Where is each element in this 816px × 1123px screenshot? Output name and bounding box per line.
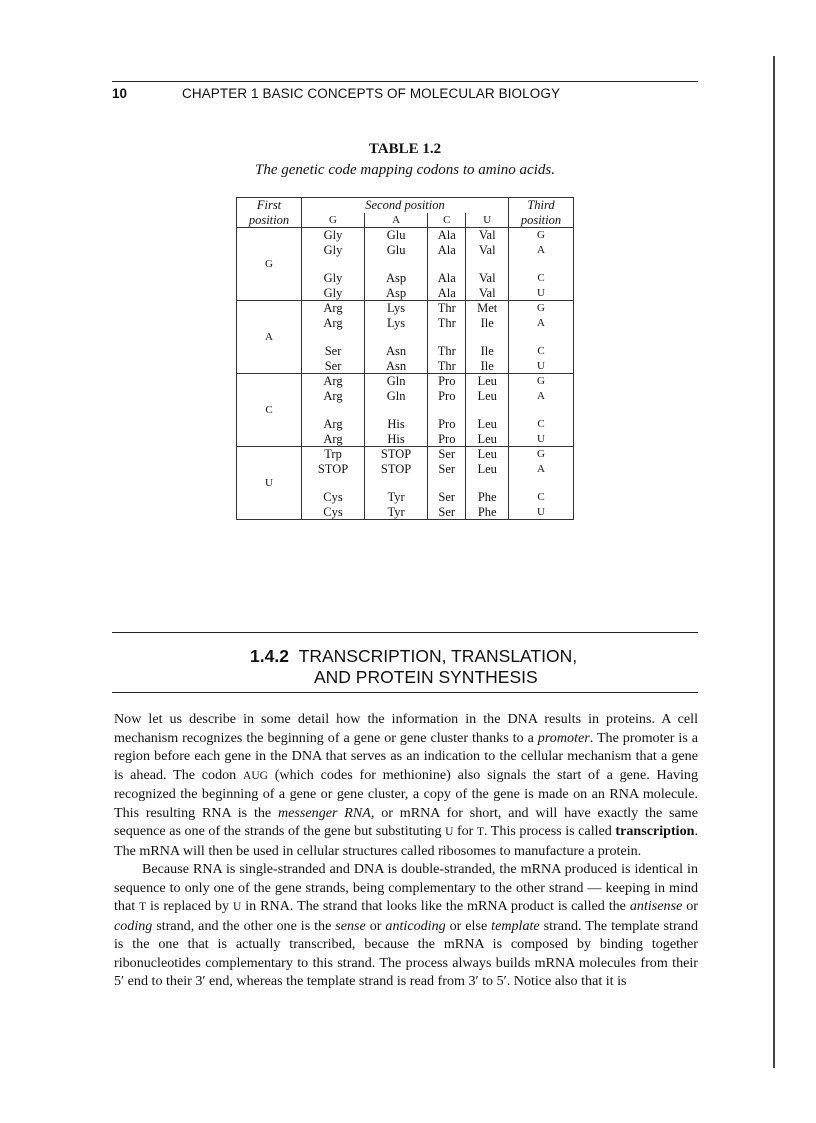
italic-term: anticoding [385, 917, 446, 934]
amino-acid-cell: Ser [324, 358, 342, 373]
amino-acid-cell: Arg [302, 301, 365, 316]
chapter-title: CHAPTER 1 BASIC CONCEPTS OF MOLECULAR BIOLOGY [182, 86, 561, 101]
amino-acid-cell: Arg [323, 315, 343, 330]
third-position-cell: U [509, 359, 574, 374]
amino-acid-cell: Ser [428, 505, 466, 520]
amino-acid-cell: STOP [365, 462, 428, 477]
text-run: U [233, 901, 242, 913]
amino-acid-cell: Lys [365, 301, 428, 316]
first-position-label: position [237, 213, 302, 228]
section-number: 1.4.2 [250, 646, 289, 666]
amino-acid-cell: Val [466, 286, 509, 301]
italic-term: template [491, 917, 540, 934]
table-body [237, 228, 574, 520]
section-title-line1: TRANSCRIPTION, TRANSLATION, [298, 646, 578, 666]
amino-acid-cell: STOP [317, 461, 349, 476]
section-heading [250, 646, 577, 688]
amino-acid-cell: His [365, 432, 428, 447]
amino-acid-cell: Pro [428, 432, 466, 447]
amino-acid-cell: Ile [466, 316, 509, 331]
third-position-cell: U [509, 286, 574, 301]
amino-acid-cell: Cys [323, 490, 343, 504]
section-title-line2: AND PROTEIN SYNTHESIS [314, 667, 538, 687]
amino-acid-cell: Met [466, 301, 509, 316]
amino-acid-cell: Thr [428, 301, 466, 316]
amino-acid-cell: Phe [466, 490, 509, 505]
amino-acid-cell: Ser [324, 344, 342, 358]
text-run: . This process is called [483, 823, 616, 839]
amino-acid-cell: Val [466, 228, 509, 243]
text-run: in RNA. The strand that looks like the mRNA product is called the [241, 898, 630, 914]
first-position-cell: C [237, 374, 302, 447]
text-run: (which codes for methionine) also signals the start of a gene. Having recognized the beginning of a gene or gene cluster, a copy of the gene is made on an RNA molecule. This resulting RNA is the [114, 766, 698, 821]
third-position-cell: G [509, 228, 574, 243]
third-position-cell: U [509, 505, 574, 520]
amino-acid-cell: Gly [323, 242, 343, 257]
amino-acid-cell: Ala [428, 271, 466, 286]
section-rule-top [112, 632, 698, 633]
text-run: U [445, 826, 454, 838]
amino-acid-cell: Gln [365, 389, 428, 404]
table-row [237, 301, 574, 316]
amino-acid-cell: Leu [466, 374, 509, 389]
amino-acid-cell: Glu [365, 228, 428, 243]
text-run: strand, and the other one is the [152, 917, 336, 934]
text-run: Because RNA is single-stranded and DNA is double-stranded, the mRNA produced is identical in sequence to only one of the gene strands, being complementary to the other strand — keeping in mind that [114, 861, 698, 914]
table-label: TABLE 1.2 [368, 141, 442, 157]
text-run: strand. The template strand is the one that is actually transcribed, because the mRNA is composed by binding together ribonucleotides complementary to this strand. The process always builds mRNA molecules from their 5′ end to their 3′ end, whereas the template strand is read from 3′ to 5′. Notice also that it is [114, 917, 698, 989]
amino-acid-cell: Asp [365, 271, 428, 286]
amino-acid-cell: Val [466, 271, 509, 286]
third-position-cell: G [509, 374, 574, 389]
second-col-header: G [302, 213, 365, 228]
italic-term: sense [335, 917, 366, 934]
amino-acid-cell: Gly [323, 271, 343, 285]
table-row [237, 447, 574, 462]
third-position-cell: C [509, 417, 574, 432]
bold-term: transcription [615, 823, 695, 839]
amino-acid-cell: Ile [466, 344, 509, 359]
text-run: Now let us describe in some detail how the information in the DNA results in proteins. A cell mechanism recognizes the beginning of a gene or gene cluster thanks to a [114, 711, 698, 746]
amino-acid-cell: Cys [323, 504, 343, 519]
amino-acid-cell: Arg [323, 388, 343, 403]
amino-acid-cell: Asn [365, 359, 428, 374]
amino-acid-cell: Leu [466, 462, 509, 477]
text-run: T [139, 901, 147, 913]
third-position-cell: G [509, 301, 574, 316]
third-position-cell: A [509, 316, 574, 331]
italic-term: promoter [537, 729, 590, 746]
italic-term: antisense [629, 898, 683, 914]
paragraph [114, 710, 698, 860]
text-run: or else [445, 917, 492, 934]
amino-acid-cell: Thr [428, 316, 466, 331]
amino-acid-cell: Glu [365, 243, 428, 258]
amino-acid-cell: His [365, 417, 428, 432]
page-number: 10 [112, 86, 128, 101]
amino-acid-cell: Ser [428, 490, 466, 505]
paragraph [114, 860, 698, 991]
third-position-cell: A [509, 243, 574, 258]
amino-acid-cell: Tyr [365, 505, 428, 520]
amino-acid-cell: Ser [428, 447, 466, 462]
genetic-code-table [236, 197, 574, 520]
second-col-header: C [428, 213, 466, 228]
third-position-cell: A [509, 389, 574, 404]
amino-acid-cell: Gly [302, 228, 365, 243]
running-head [112, 86, 698, 106]
amino-acid-cell: Ile [466, 359, 509, 374]
amino-acid-cell: Asp [365, 286, 428, 301]
amino-acid-cell: Thr [428, 359, 466, 374]
margin-bar [773, 56, 775, 1068]
amino-acid-cell: Lys [365, 316, 428, 331]
italic-term: messenger RNA [277, 804, 371, 821]
table-row [237, 228, 574, 243]
amino-acid-cell: STOP [365, 447, 428, 462]
amino-acid-cell: Ser [428, 462, 466, 477]
first-position-cell: A [237, 301, 302, 374]
table-header-row [237, 198, 574, 213]
text-run: is replaced by [146, 898, 234, 914]
second-col-header: U [466, 213, 509, 228]
table-row [237, 374, 574, 389]
third-position-header: Third [509, 198, 574, 213]
amino-acid-cell: Ala [428, 243, 466, 258]
amino-acid-cell: Leu [466, 389, 509, 404]
second-col-header: A [365, 213, 428, 228]
second-position-header: Second position [365, 198, 445, 212]
amino-acid-cell: Ala [428, 228, 466, 243]
amino-acid-cell: Leu [466, 432, 509, 447]
amino-acid-cell: Phe [466, 505, 509, 520]
amino-acid-cell: Ala [428, 286, 466, 301]
amino-acid-cell: Pro [428, 374, 466, 389]
section-rule-bottom [112, 692, 698, 693]
third-position-cell: C [509, 490, 574, 505]
amino-acid-cell: Trp [302, 447, 365, 462]
amino-acid-cell: Arg [323, 417, 343, 431]
text-run: or [365, 917, 386, 934]
amino-acid-cell: Leu [466, 417, 509, 432]
first-position-cell: G [237, 228, 302, 301]
first-position-cell: U [237, 447, 302, 520]
italic-term: coding [114, 917, 153, 934]
amino-acid-cell: Pro [428, 417, 466, 432]
amino-acid-cell: Pro [428, 389, 466, 404]
text-run: , or mRNA for short, and will have exactly the same sequence as one of the strands of the gene but substituting [114, 804, 699, 839]
amino-acid-cell: Gly [323, 285, 343, 300]
text-run: AUG [243, 769, 268, 782]
amino-acid-cell: Tyr [365, 490, 428, 505]
amino-acid-cell: Asn [365, 344, 428, 359]
amino-acid-cell: Leu [466, 447, 509, 462]
first-position-header: First [237, 198, 302, 213]
third-position-cell: G [509, 447, 574, 462]
text-run: for [453, 823, 477, 839]
text-run: or [682, 898, 698, 914]
text-run: . The promoter is a region before each gene in the DNA that serves as an indication to the cellular mechanism that a gene is ahead. The codon [114, 729, 698, 783]
amino-acid-cell: Val [466, 243, 509, 258]
third-position-cell: U [509, 432, 574, 447]
third-position-label: position [509, 213, 574, 228]
amino-acid-cell: Arg [302, 374, 365, 389]
third-position-cell: C [509, 344, 574, 359]
amino-acid-cell: Thr [428, 344, 466, 359]
text-run: T [476, 826, 484, 838]
header-rule [112, 81, 698, 82]
body-text [114, 710, 698, 991]
amino-acid-cell: Arg [323, 431, 343, 446]
third-position-cell: A [509, 462, 574, 477]
amino-acid-cell: Gln [365, 374, 428, 389]
text-run: . The mRNA will then be used in cellular structures called ribosomes to manufacture a protein. [114, 823, 698, 859]
third-position-cell: C [509, 271, 574, 286]
table-subheader-row [237, 213, 574, 228]
table-caption: The genetic code mapping codons to amino acids. [255, 162, 555, 178]
